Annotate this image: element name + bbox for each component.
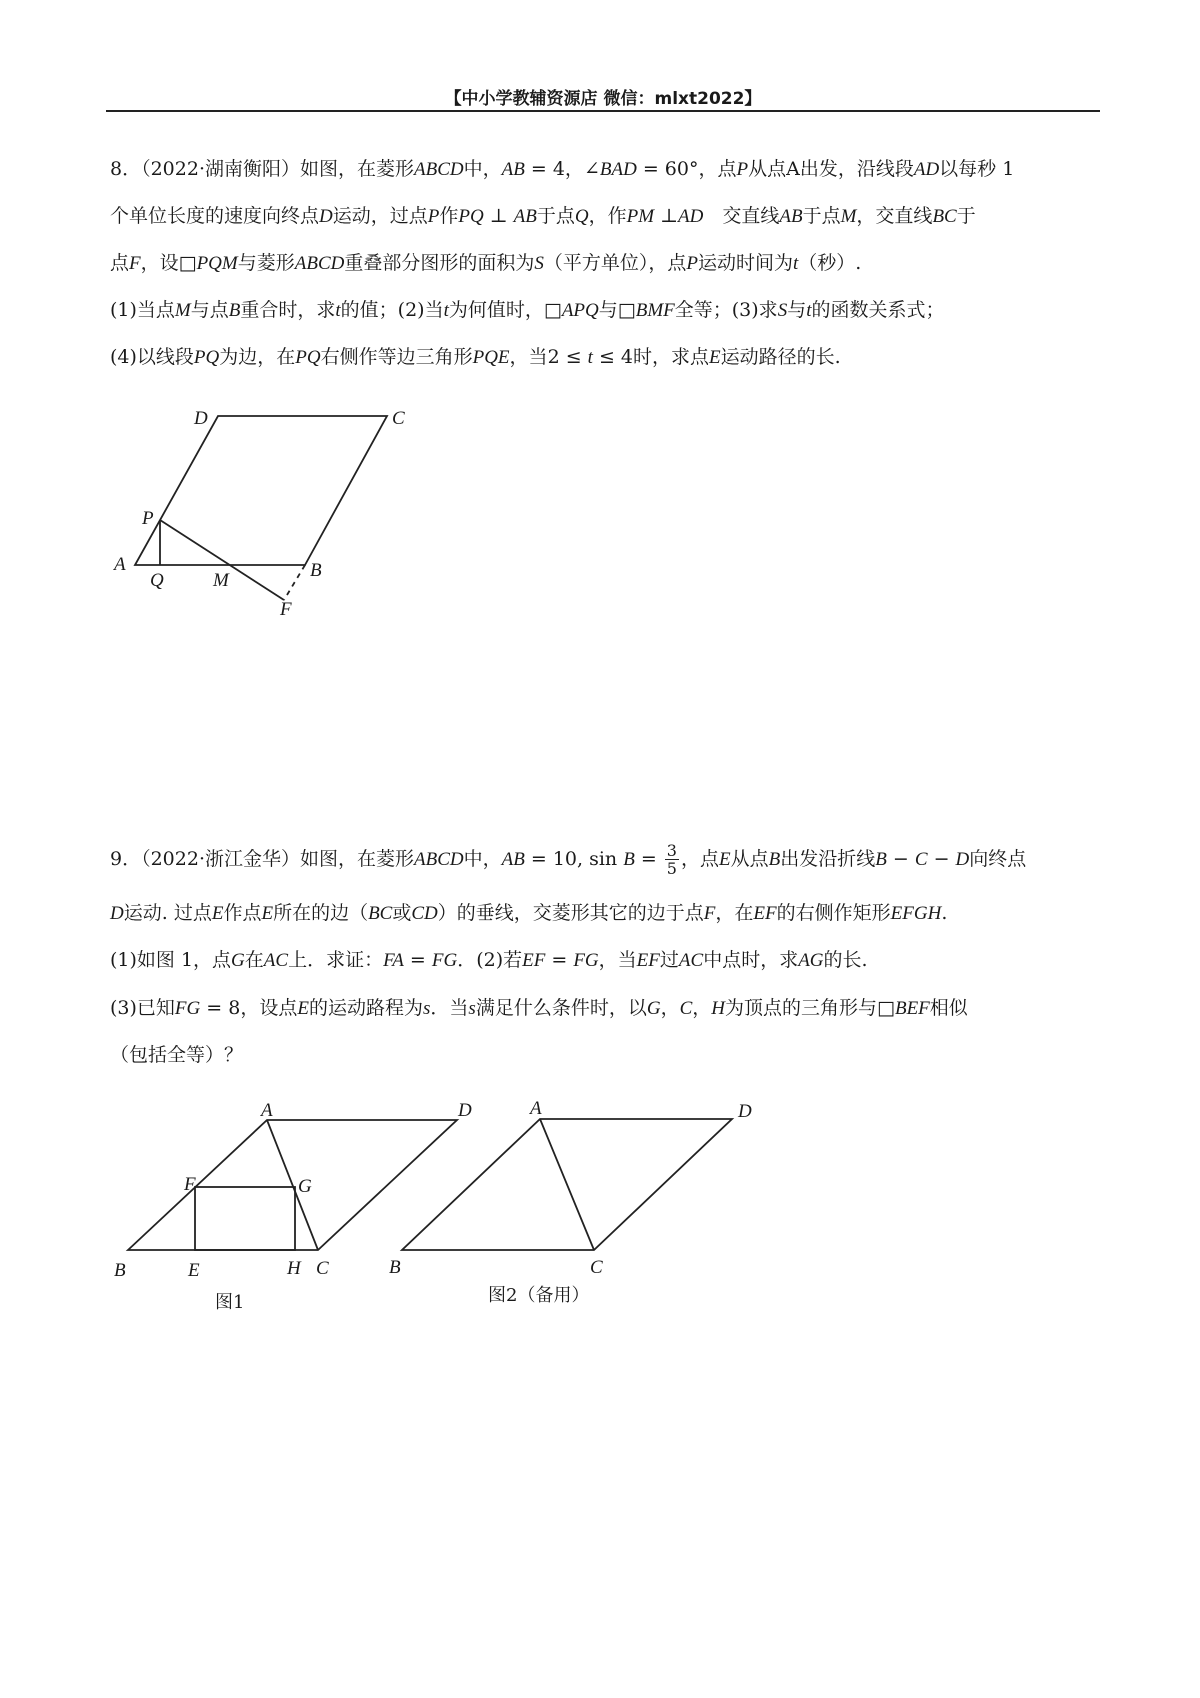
text-segment: B (768, 848, 781, 870)
text-segment: 点 (110, 252, 130, 274)
text-segment: 于 (956, 205, 976, 227)
text-segment: 9．（2022·浙江金华）如图，在菱形 (110, 847, 414, 870)
text-segment: 的长. (823, 949, 868, 971)
text-segment: 向终点 (969, 847, 1027, 870)
text-segment: E (719, 848, 731, 870)
text-segment: 与□ (598, 299, 636, 321)
text-segment: ，设点 (240, 997, 298, 1019)
text-segment: ⊥ (654, 205, 679, 227)
text-segment: AB (501, 848, 525, 870)
text-segment: ．(2)若 (457, 949, 523, 971)
text-segment: 所在的边（ (273, 902, 369, 924)
text-segment: 从点 (730, 847, 769, 870)
text-segment: FG (174, 998, 201, 1019)
text-segment: BAD (599, 159, 637, 180)
text-segment: G (646, 998, 661, 1019)
text-segment: ，设□ (140, 252, 197, 274)
q8-label-M: M (213, 570, 229, 591)
q9-fig1-label-B: B (114, 1260, 126, 1281)
text-segment: 的值；(2)当 (340, 299, 444, 321)
text-segment: 8．（2022·湖南衡阳）如图，在菱形 (110, 158, 414, 180)
text-segment: AD (913, 159, 940, 180)
text-segment: EF (753, 903, 777, 924)
q9-fig1-label-A: A (261, 1100, 273, 1121)
text-segment: 与 (787, 299, 807, 321)
q9-fig2-label-A: A (530, 1098, 542, 1119)
text-segment: 在 (244, 949, 264, 971)
text-segment: . (941, 902, 948, 924)
text-segment: PQE (472, 347, 510, 368)
q8-label-F: F (280, 599, 292, 620)
text-segment: s (422, 998, 431, 1019)
text-segment: FG (431, 950, 458, 971)
text-segment: ABCD (413, 159, 464, 180)
text-segment: t (806, 300, 812, 321)
q9-fig1-label-E: E (188, 1260, 200, 1281)
q8-label-B: B (310, 560, 322, 581)
text-segment: t (335, 300, 341, 321)
text-segment: EFGH (890, 903, 942, 924)
text-segment: ．当 (430, 997, 469, 1019)
text-segment: B (228, 300, 241, 321)
text-segment: PQ (458, 206, 484, 227)
text-segment: − (886, 847, 915, 870)
text-segment: B (875, 848, 887, 870)
text-segment: 运动时间为 (698, 252, 794, 274)
text-segment: 与点 (190, 299, 229, 321)
text-segment: 相似 (929, 997, 968, 1019)
text-segment: BC (368, 903, 393, 924)
text-segment: ）的垂线，交菱形其它的边于点 (437, 902, 704, 924)
text-segment: E (211, 903, 224, 924)
text-segment: ，当 (598, 949, 637, 971)
text-segment: C (914, 848, 928, 870)
q8-label-A: A (114, 554, 126, 575)
text-segment: 满足什么条件时，以 (475, 997, 647, 1019)
text-segment: EF (636, 950, 660, 971)
text-segment: 的运动路程为 (308, 997, 423, 1019)
text-segment: 右侧作等边三角形 (320, 346, 473, 368)
text-segment: 为边，在 (219, 346, 296, 368)
text-segment: (1)当点 (110, 299, 175, 321)
page-header: 【中小学教辅资源店 微信：mlxt2022】 (444, 89, 762, 109)
text-segment: E (709, 347, 721, 368)
text-segment: 于点 (536, 205, 575, 227)
text-segment: PM (626, 206, 655, 227)
text-segment: 从点A出发，沿线段 (748, 158, 914, 180)
q9-fig2-label-B: B (389, 1257, 401, 1278)
text-segment: ，交直线 (856, 205, 933, 227)
text-segment: AC (263, 950, 289, 971)
text-segment: 为何值时，□ (448, 299, 562, 321)
text-segment: 的右侧作矩形 (776, 902, 891, 924)
text-segment: (1)如图 1，点 (110, 949, 232, 971)
text-segment: FG (573, 950, 599, 971)
text-segment: AB (501, 159, 525, 180)
text-segment: ∠ (583, 158, 600, 180)
text-segment: ，作 (588, 205, 627, 227)
text-segment: 作 (439, 205, 459, 227)
q8-label-C: C (392, 408, 405, 429)
text-segment: AB (779, 206, 803, 227)
text-segment: 运动路径的长. (720, 346, 841, 368)
text-segment: 中， (463, 158, 502, 180)
text-segment: ， (692, 997, 712, 1019)
text-segment: M (840, 206, 857, 227)
q8-label-D: D (194, 408, 208, 429)
text-segment: 重叠部分图形的面积为 (344, 252, 535, 274)
text-segment: E (261, 903, 274, 924)
text-segment: BMF (635, 300, 675, 321)
text-segment: t (443, 300, 449, 321)
text-segment: 2 ≤ (547, 346, 588, 368)
text-segment: = 4 (524, 158, 565, 180)
text-segment: 作点 (223, 902, 262, 924)
text-segment: AG (798, 950, 824, 971)
text-segment: = 10, sin (524, 847, 624, 870)
text-segment: 以每秒 1 (939, 158, 1015, 180)
text-segment: (3)已知 (110, 997, 175, 1019)
text-segment: G (231, 950, 245, 971)
text-segment: S (777, 300, 788, 321)
text-segment: ，当 (509, 346, 548, 368)
text-segment: C (679, 998, 693, 1019)
text-segment: 出发沿折线 (780, 847, 876, 870)
text-segment: 时，求点 (633, 346, 710, 368)
text-segment: AC (678, 950, 704, 971)
text-segment: t (793, 253, 799, 274)
text-segment: ，在 (715, 902, 754, 924)
q9-fig1-label-F: F (184, 1174, 196, 1195)
text-segment: = (634, 847, 663, 870)
text-segment: t (587, 347, 593, 368)
q9-line-5: （包括全等）？ (110, 1044, 244, 1066)
text-segment: （秒）. (798, 252, 862, 274)
text-segment: AB (513, 206, 537, 227)
text-segment: ⊥ (483, 205, 514, 227)
q9-fig1-label-H: H (287, 1258, 301, 1279)
text-segment: 中， (463, 847, 502, 870)
q9-fig2-lines (402, 1119, 732, 1250)
q8-label-P: P (142, 508, 154, 529)
text-segment: 的函数关系式； (811, 299, 945, 321)
text-segment: 运动. 过点 (123, 902, 212, 924)
q8-label-Q: Q (150, 570, 164, 591)
text-segment: 于点 (802, 205, 841, 227)
text-segment: 或 (392, 902, 412, 924)
text-segment: P (736, 159, 749, 180)
text-segment: ，点 (698, 158, 737, 180)
text-segment: F (703, 903, 716, 924)
text-segment: 全等；(3)求 (674, 299, 778, 321)
text-segment: P (686, 253, 698, 274)
text-segment: BC (932, 206, 957, 227)
text-segment: PQ (295, 347, 321, 368)
text-segment: 过 (659, 949, 679, 971)
text-segment: APQ (561, 300, 599, 321)
text-segment: ，点 (680, 847, 719, 870)
q9-fig2-caption: 图2（备用） (488, 1285, 590, 1306)
text-segment: = 60° (636, 158, 699, 180)
text-segment: H (711, 998, 726, 1019)
text-segment: （平方单位），点 (543, 252, 687, 274)
text-segment: ABCD (294, 253, 345, 274)
text-segment: S (534, 253, 544, 274)
text-segment: ， (564, 158, 584, 180)
text-segment: 与菱形 (237, 252, 295, 274)
text-segment: FA (383, 950, 404, 971)
text-segment: PQ (193, 347, 220, 368)
text-segment: M (174, 300, 191, 321)
text-segment: AD (678, 206, 704, 227)
text-segment: B (623, 848, 635, 870)
text-segment: PQM (196, 253, 238, 274)
text-segment: 运动，过点 (332, 205, 428, 227)
text-segment: D (319, 206, 333, 227)
text-segment: Q (574, 206, 589, 227)
text-segment: ABCD (413, 848, 464, 870)
text-segment: = 8 (200, 997, 241, 1019)
text-segment: 上．求证： (288, 949, 384, 971)
text-segment: D (110, 903, 124, 924)
text-segment: − (927, 847, 956, 870)
text-segment: F (129, 253, 141, 274)
q9-fig2-label-C: C (590, 1257, 603, 1278)
text-segment: 为顶点的三角形与□ (725, 997, 895, 1019)
text-segment: 交直线 (703, 205, 780, 227)
q9-fraction-num: 3 (666, 841, 677, 860)
q9-fig1-label-D: D (458, 1100, 472, 1121)
text-segment: P (427, 206, 440, 227)
text-segment: 个单位长度的速度向终点 (110, 205, 320, 227)
text-segment: EF (522, 950, 546, 971)
q9-fig1-caption: 图1 (215, 1292, 245, 1313)
q9-fraction-den: 5 (666, 859, 677, 878)
q9-fig2-label-D: D (738, 1101, 752, 1122)
text-segment: ， (660, 997, 680, 1019)
text-segment: D (955, 848, 970, 870)
text-segment: ≤ 4 (592, 346, 634, 368)
text-segment: BEF (894, 998, 930, 1019)
text-segment: 中点时，求 (703, 949, 799, 971)
text-segment: s (468, 998, 476, 1019)
text-segment: = (403, 949, 432, 971)
text-segment: CD (411, 903, 438, 924)
text-segment: = (545, 949, 574, 971)
text-segment: 重合时，求 (240, 299, 336, 321)
q9-fig1-label-G: G (298, 1176, 312, 1197)
text-segment: E (297, 998, 309, 1019)
q9-fig1-label-C: C (316, 1258, 329, 1279)
text-segment: (4)以线段 (110, 346, 194, 368)
